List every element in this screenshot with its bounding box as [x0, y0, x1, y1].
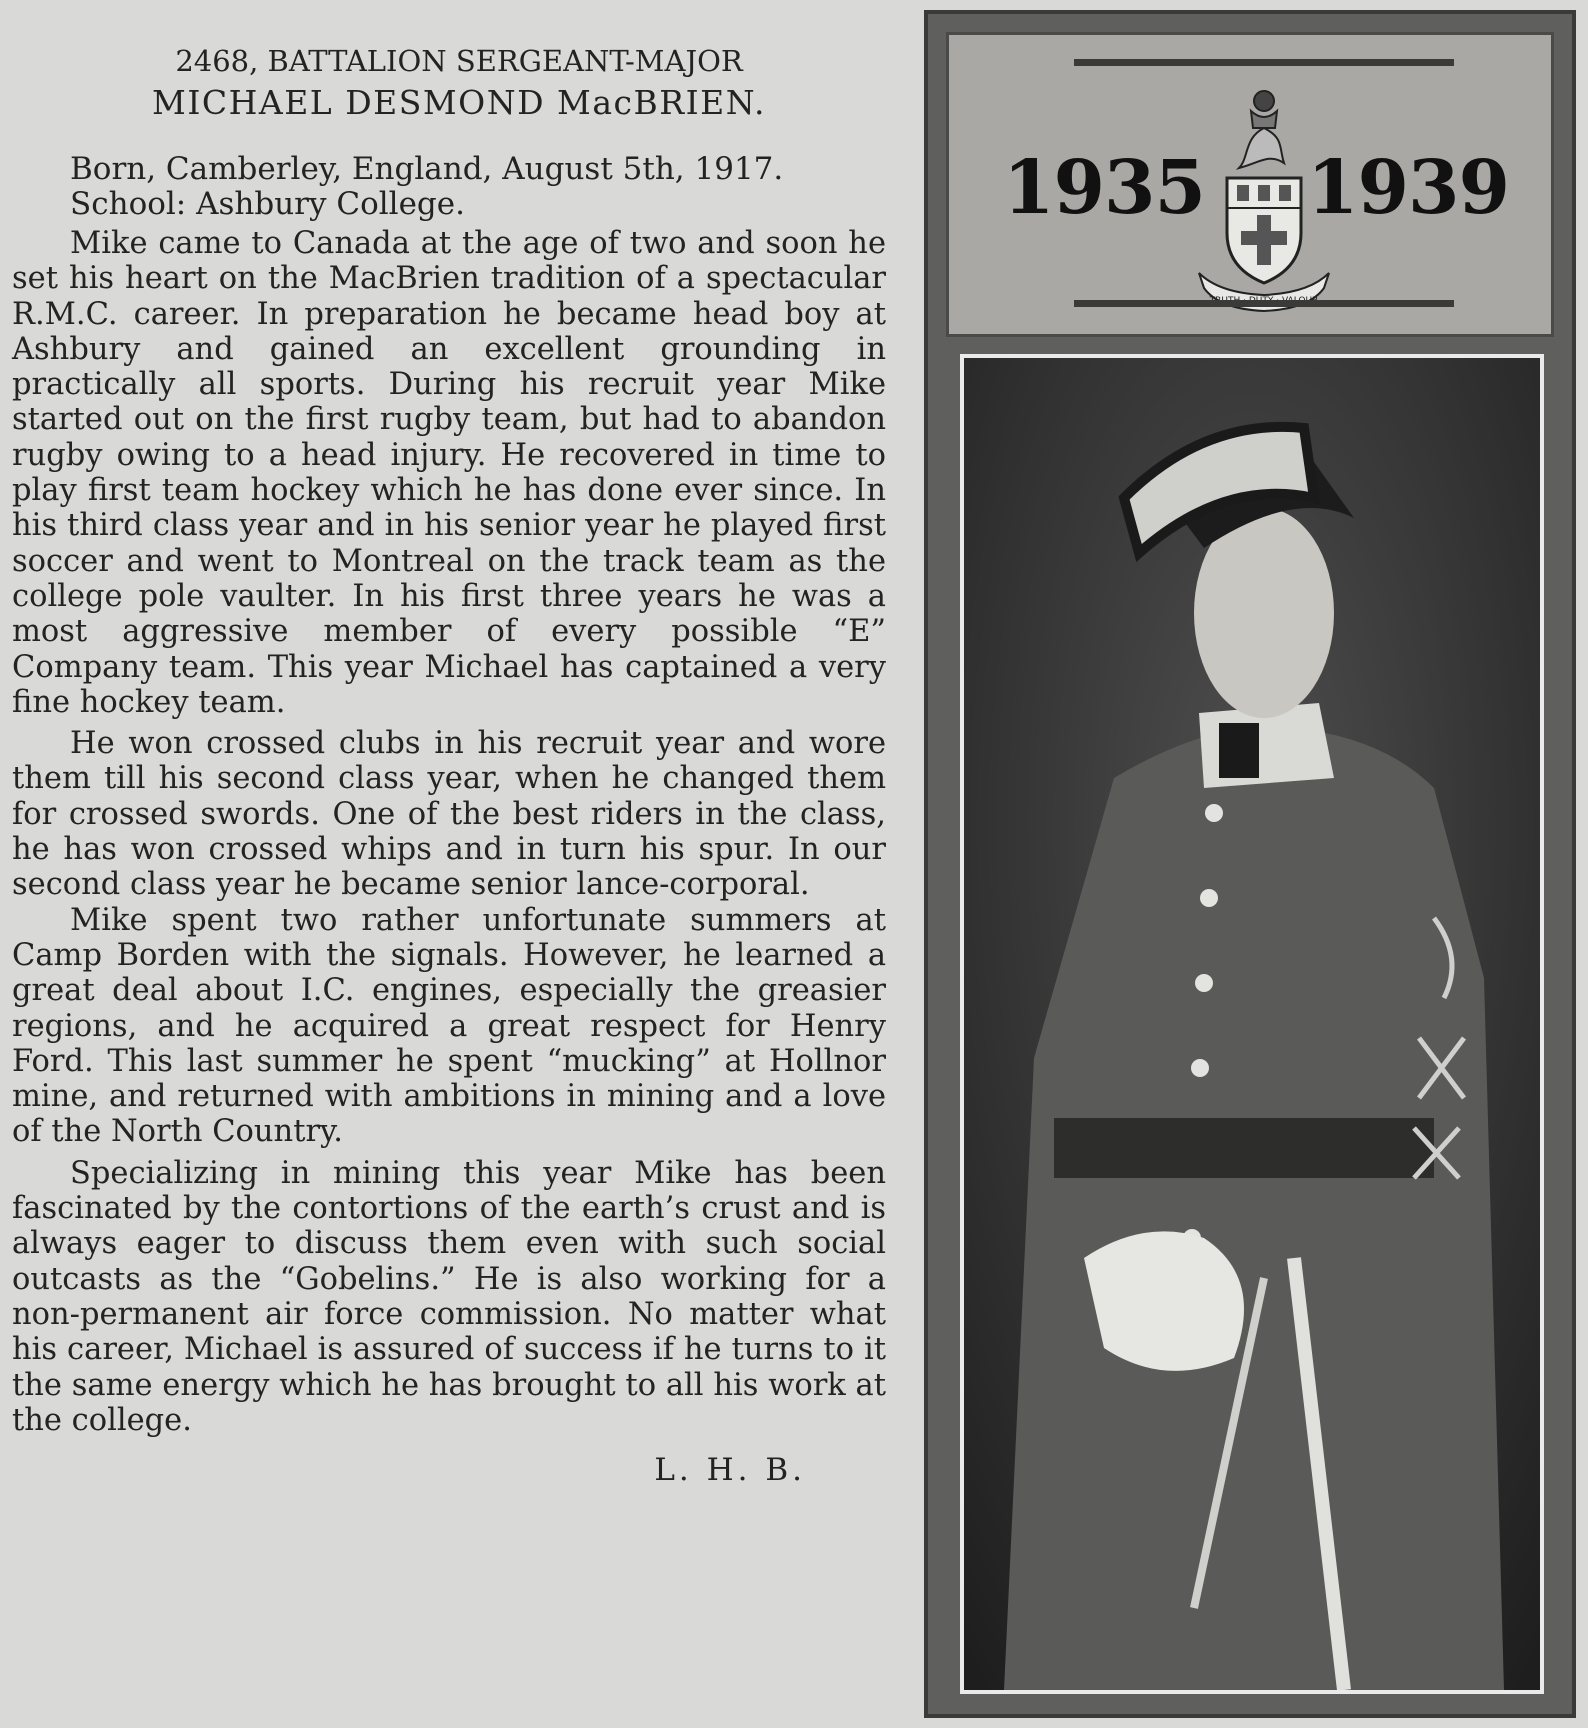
- cadet-portrait-photo: [964, 358, 1540, 1690]
- heading-line-1: 2468, BATTALION SERGEANT-MAJOR: [175, 44, 743, 78]
- paragraph-3: Mike spent two rather unfortunate summers at Camp Borden with the signals. However, he learned a great deal about I.C. engines, especially the greasier regions, and he acquired a great respect for Henry Ford. This last summer he spent “mucking” at Hollnor mine, and returned with ambitions in mining and a love of the North Country.: [12, 902, 886, 1150]
- author-signature: L. H. B.: [654, 1452, 806, 1489]
- year-start: 1935: [1003, 145, 1205, 231]
- portrait-photo-frame: [960, 354, 1544, 1694]
- year-end: 1939: [1307, 145, 1509, 231]
- heading-line-2: MICHAEL DESMOND MacBRIEN.: [152, 83, 766, 122]
- paragraph-2: He won crossed clubs in his recruit year and wore them till his second class year, when he changed them for crossed swords. One of the best riders in the class, he has won crossed whips and in turn his spur. In our second class year he became senior lance-corporal.: [12, 726, 886, 903]
- paragraph-4: Specializing in mining this year Mike has been fascinated by the contortions of the earth’s crust and is always eager to discuss them even with such social outcasts as the “Gobelins.” He is also working for a non-permanent air force commission. No matter what his career, Michael is assured of success if he turns to it the same energy which he has brought to all his work at the college.: [12, 1155, 886, 1438]
- school-line: School: Ashbury College.: [70, 186, 465, 222]
- banner-rule-bottom: [1074, 300, 1454, 307]
- birth-line: Born, Camberley, England, August 5th, 1917.: [70, 151, 784, 187]
- paragraph-1: Mike came to Canada at the age of two and soon he set his heart on the MacBrien tradition of a spectacular R.M.C. career. In preparation he became head boy at Ashbury and gained an excellent grounding in practically all sports. During his recruit year Mike started out on the first rugby team, but had to abandon rugby owing to a head injury. He recovered in time to play first team hockey which he has done ever since. In his third class year and in his senior year he played first soccer and went to Montreal on the track team as the college pole vaulter. In his first three years he was a most aggressive member of every possible “E” Company team. This year Michael has captained a very fine hockey team.: [12, 226, 886, 720]
- banner-rule-top: [1074, 59, 1454, 66]
- cadet-heading: [12, 40, 886, 124]
- class-years-banner: [946, 32, 1554, 337]
- portrait-panel: [924, 10, 1576, 1718]
- biography-column: [12, 40, 886, 1488]
